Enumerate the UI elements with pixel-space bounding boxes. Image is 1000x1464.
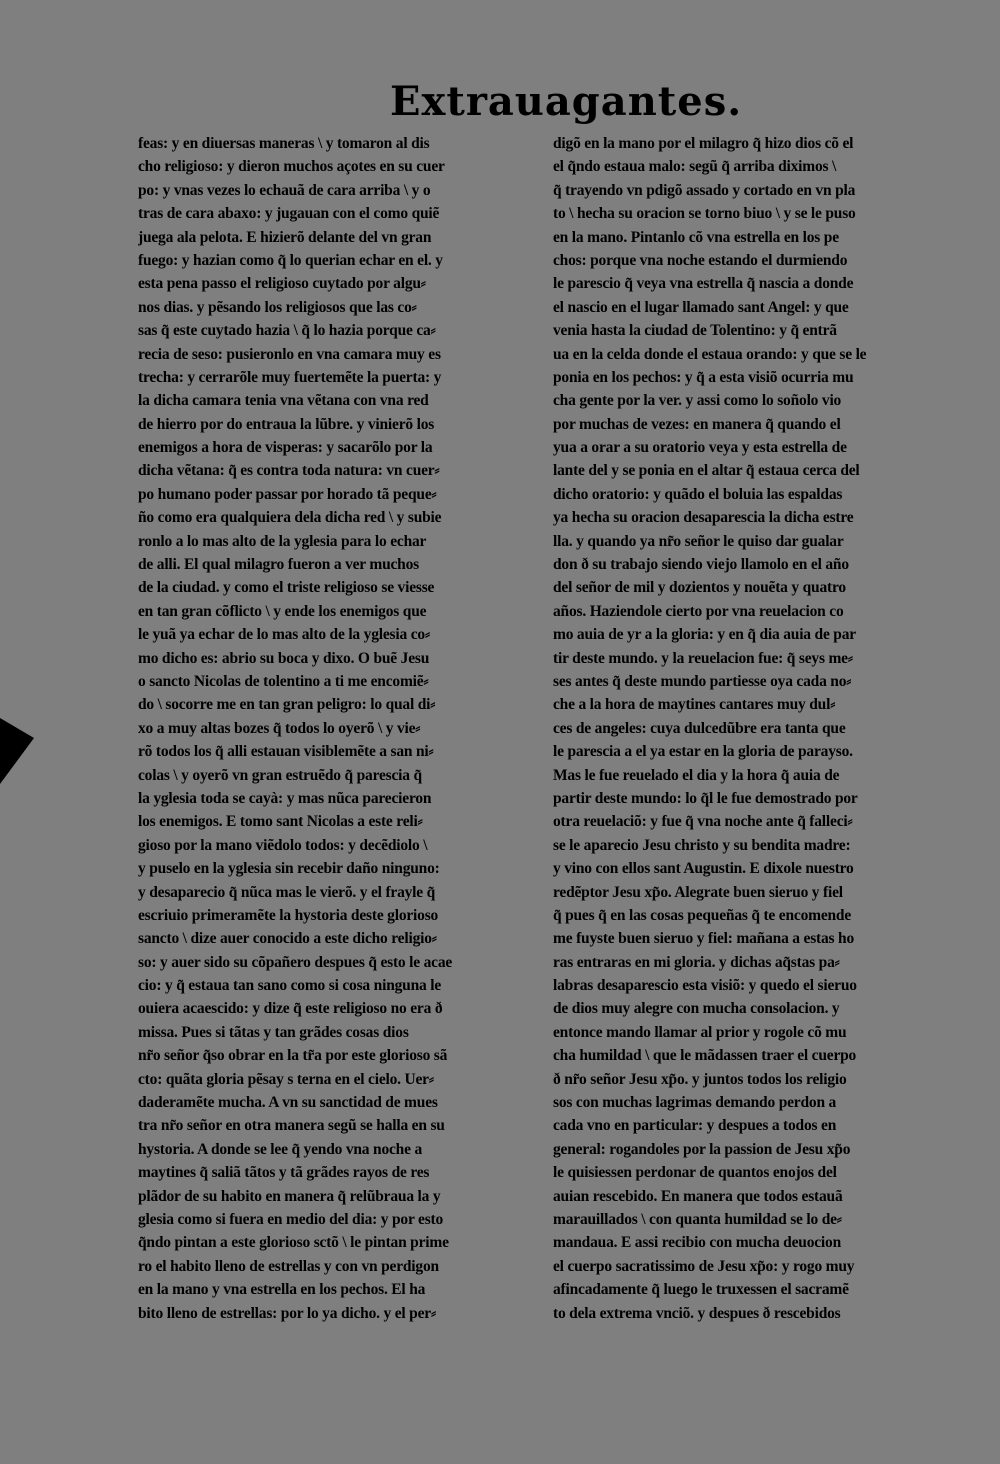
- text-line: redẽptor Jesu xp̃o. Alegrate buen sieruo y fiel: [553, 883, 843, 901]
- text-line: ses antes q̃ deste mundo partiesse oya cada no⸗: [553, 672, 852, 690]
- text-line: de la ciudad. y como el triste religioso se viesse: [138, 579, 435, 597]
- text-line: juega ala pelota. E hizierõ delante del vn gran: [138, 228, 432, 246]
- text-line: maytines q̃ saliã tãtos y tã grãdes rayos de res: [138, 1164, 430, 1182]
- text-line: le yuã ya echar de lo mas alto de la yglesia co⸗: [138, 626, 430, 644]
- text-line: marauillados \ con quanta humildad se lo de⸗: [553, 1210, 842, 1228]
- text-line: los enemigos. E tomo sant Nicolas a este reli⸗: [138, 813, 423, 831]
- text-line: q̃ndo pintan a este glorioso sctõ \ le pintan prime: [138, 1234, 449, 1252]
- text-line: escriuio primeramẽte la hystoria deste glorioso: [138, 906, 439, 924]
- text-line: sancto \ dize auer conocido a este dicho religio⸗: [138, 930, 437, 948]
- text-line: en tan gran cõflicto \ y ende los enemigos que: [138, 602, 427, 620]
- text-line: don ð su trabajo siendo viejo llamolo en el año: [553, 556, 849, 574]
- text-line: gioso por la mano viẽdolo todos: y decẽdiolo \: [138, 836, 428, 854]
- text-line: cha humildad \ que le mãdassen traer el cuerpo: [553, 1047, 857, 1065]
- text-line: la yglesia toda se cayà: y mas nũca parecieron: [138, 789, 432, 807]
- text-line: to \ hecha su oracion se torno biuo \ y se le puso: [553, 205, 856, 223]
- text-column-left: [138, 132, 530, 1325]
- text-line: colas \ y oyerõ vn gran estruẽdo q̃ parescia q̃: [138, 766, 422, 784]
- text-line: plãdor de su habito en manera q̃ relũbraua la y: [138, 1187, 441, 1205]
- page-edge-shadow: [0, 718, 34, 784]
- text-line: ponia en los pechos: y q̃ a esta visiõ ocurria mu: [553, 368, 854, 386]
- text-line: del señor de mil y dozientos y nouẽta y quatro: [553, 579, 846, 597]
- text-line: sos con muchas lagrimas demando perdon a: [553, 1094, 837, 1112]
- text-line: auian rescebido. En manera que todos estauã: [553, 1187, 843, 1205]
- text-line: le parescio q̃ veya vna estrella q̃ nascia a donde: [553, 275, 854, 293]
- text-line: de alli. El qual milagro fueron a ver muchos: [138, 556, 419, 574]
- text-line: to dela extrema vnciõ. y despues ð rescebidos: [553, 1304, 841, 1322]
- text-line: cha gente por la ver. y assi como lo soñolo vio: [553, 392, 842, 410]
- text-line: partir deste mundo: lo q̃l le fue demostrado por: [553, 789, 858, 807]
- text-line: recia de seso: pusieronlo en vna camara muy es: [138, 345, 441, 363]
- text-line: ro el habito lleno de estrellas y con vn perdigon: [138, 1257, 439, 1275]
- text-line: xo a muy altas bozes q̃ todos lo oyerõ \ y vie⸗: [138, 719, 421, 737]
- text-line: afincadamente q̃ luego le truxessen el sacramẽ: [553, 1281, 849, 1299]
- text-line: dicha vẽtana: q̃ es contra toda natura: vn cuer⸗: [138, 462, 440, 480]
- text-line: do \ socorre me en tan gran peligro: lo qual di⸗: [138, 696, 436, 714]
- text-line: la dicha camara tenia vna vẽtana con vna red: [138, 392, 429, 410]
- text-line: po: y vnas vezes lo echauã de cara arriba \ y o: [138, 181, 431, 199]
- text-line: sas q̃ este cuytado hazia \ q̃ lo hazia porque ca⸗: [138, 322, 436, 340]
- text-line: entonce mando llamar al prior y rogole cõ mu: [553, 1023, 847, 1041]
- text-line: trecha: y cerrarõle muy fuertemẽte la puerta: y: [138, 368, 442, 386]
- text-line: venia hasta la ciudad de Tolentino: y q̃ entrã: [553, 322, 837, 340]
- text-line: esta pena passo el religioso cuytado por algu⸗: [138, 275, 426, 293]
- text-line: y puselo en la yglesia sin recebir daño ninguno:: [138, 860, 440, 878]
- text-line: ua en la celda donde el estaua orando: y que se le: [553, 345, 867, 363]
- text-line: ronlo a lo mas alto de la yglesia para lo echar: [138, 532, 427, 550]
- text-line: mo dicho es: abrio su boca y dixo. O buẽ Jesu: [138, 649, 430, 667]
- text-line: tras de cara abaxo: y jugauan con el como quiẽ: [138, 205, 440, 223]
- text-line: glesia como si fuera en medio del dia: y por esto: [138, 1210, 444, 1228]
- text-line: o sancto Nicolas de tolentino a ti me encomiẽ⸗: [138, 672, 429, 690]
- text-line: mandaua. E assi recibio con mucha deuocion: [553, 1234, 842, 1252]
- text-line: el cuerpo sacratissimo de Jesu xp̃o: y rogo muy: [553, 1257, 855, 1275]
- text-line: rõ todos los q̃ alli estauan visiblemẽte a san ni⸗: [138, 743, 434, 761]
- text-line: y desaparecio q̃ nũca mas le vierõ. y el frayle q̃: [138, 883, 436, 901]
- text-line: ras entraras en mi gloria. y dichas aq̃stas pa⸗: [553, 953, 840, 971]
- text-line: cada vno en particular: y despues a todos en: [553, 1117, 837, 1135]
- text-line: dicho oratorio: y quãdo el boluia las espaldas: [553, 485, 843, 503]
- text-line: nr̃o señor q̃so obrar en la tr̃a por este glorioso sã: [138, 1047, 448, 1065]
- text-line: general: rogandoles por la passion de Jesu xp̃o: [553, 1140, 851, 1158]
- text-line: cho religioso: y dieron muchos açotes en su cuer: [138, 158, 445, 176]
- text-line: yua a orar a su oratorio veya y esta estrella de: [553, 439, 847, 457]
- text-line: che a la hora de maytines cantares muy dul⸗: [553, 696, 836, 714]
- text-line: enemigos a hora de visperas: y sacarõlo por la: [138, 439, 433, 457]
- text-line: en la mano. Pintanlo cõ vna estrella en los pe: [553, 228, 839, 246]
- text-line: po humano poder passar por horado tã peque⸗: [138, 485, 437, 503]
- text-line: de dios muy alegre con mucha consolacion. y: [553, 1000, 840, 1018]
- text-line: daderamẽte mucha. A vn su sanctidad de mues: [138, 1094, 438, 1112]
- text-line: el nascio en el lugar llamado sant Angel: y que: [553, 298, 849, 316]
- text-line: le quisiessen perdonar de quantos enojos del: [553, 1164, 837, 1182]
- text-line: ño como era qualquiera dela dicha red \ y subie: [138, 509, 442, 527]
- text-line: labras desaparescio esta visiõ: y quedo el sieruo: [553, 977, 857, 995]
- text-line: bito lleno de estrellas: por lo ya dicho. y el per⸗: [138, 1304, 436, 1322]
- text-line: años. Haziendole cierto por vna reuelacion co: [553, 602, 844, 620]
- text-line: cio: y q̃ estaua tan sano como si cosa ninguna le: [138, 977, 442, 995]
- text-line: nos dias. y pẽsando los religiosos que las co⸗: [138, 298, 417, 316]
- text-line: ouiera acaescido: y dize q̃ este religioso no era ð: [138, 1000, 443, 1018]
- text-line: lla. y quando ya nr̃o señor le quiso dar gualar: [553, 532, 844, 550]
- text-line: le parescia a el ya estar en la gloria de parayso.: [553, 743, 853, 761]
- text-line: el q̃ndo estaua malo: segũ q̃ arriba diximos \: [553, 158, 837, 176]
- running-title: Extrauagantes.: [390, 78, 743, 125]
- text-line: me fuyste buen sieruo y fiel: mañana a estas ho: [553, 930, 855, 948]
- text-line: lante del y se ponia en el altar q̃ estaua cerca del: [553, 462, 860, 480]
- text-line: chos: porque vna noche estando el durmiendo: [553, 251, 848, 269]
- text-line: ya hecha su oracion desaparescia la dicha estre: [553, 509, 854, 527]
- text-line: de hierro por do entraua la lũbre. y vinierõ los: [138, 415, 435, 433]
- text-line: digõ en la mano por el milagro q̃ hizo dios cõ el: [553, 135, 854, 152]
- text-line: cto: quãta gloria pẽsay s terna en el cielo. Uer⸗: [138, 1070, 434, 1088]
- text-line: missa. Pues si tãtas y tan grãdes cosas dios: [138, 1023, 409, 1041]
- text-line: y vino con ellos sant Augustin. E dixole nuestro: [553, 860, 854, 878]
- text-line: fuego: y hazian como q̃ lo querian echar en el. y: [138, 251, 443, 269]
- text-line: en la mano y vna estrella en los pechos. El ha: [138, 1281, 426, 1299]
- text-line: tir deste mundo. y la reuelacion fue: q̃ seys me⸗: [553, 649, 853, 667]
- text-column-right: [553, 132, 943, 1325]
- text-line: se le aparecio Jesu christo y su bendita madre:: [553, 836, 851, 854]
- text-line: Mas le fue reuelado el dia y la hora q̃ auia de: [553, 766, 840, 784]
- text-line: ces de angeles: cuya dulcedũbre era tanta que: [553, 719, 846, 737]
- text-line: mo auia de yr a la gloria: y en q̃ dia auia de par: [553, 626, 856, 644]
- text-line: por muchas de vezes: en manera q̃ quando el: [553, 415, 841, 433]
- text-line: otra reuelaciõ: y fue q̃ vna noche ante q̃ falleci⸗: [553, 813, 853, 831]
- text-line: ð nr̃o señor Jesu xp̃o. y juntos todos los religio: [553, 1070, 847, 1088]
- text-line: feas: y en diuersas maneras \ y tomaron al dis: [138, 135, 430, 152]
- text-line: tra nr̃o señor en otra manera segũ se halla en su: [138, 1117, 445, 1135]
- text-line: hystoria. A donde se lee q̃ yendo vna noche a: [138, 1140, 423, 1158]
- text-line: q̃ trayendo vn pdigõ assado y cortado en vn pla: [553, 181, 856, 199]
- text-line: q̃ pues q̃ en las cosas pequeñas q̃ te encomende: [553, 906, 852, 924]
- text-line: so: y auer sido su cõpañero despues q̃ esto le acae: [138, 953, 453, 971]
